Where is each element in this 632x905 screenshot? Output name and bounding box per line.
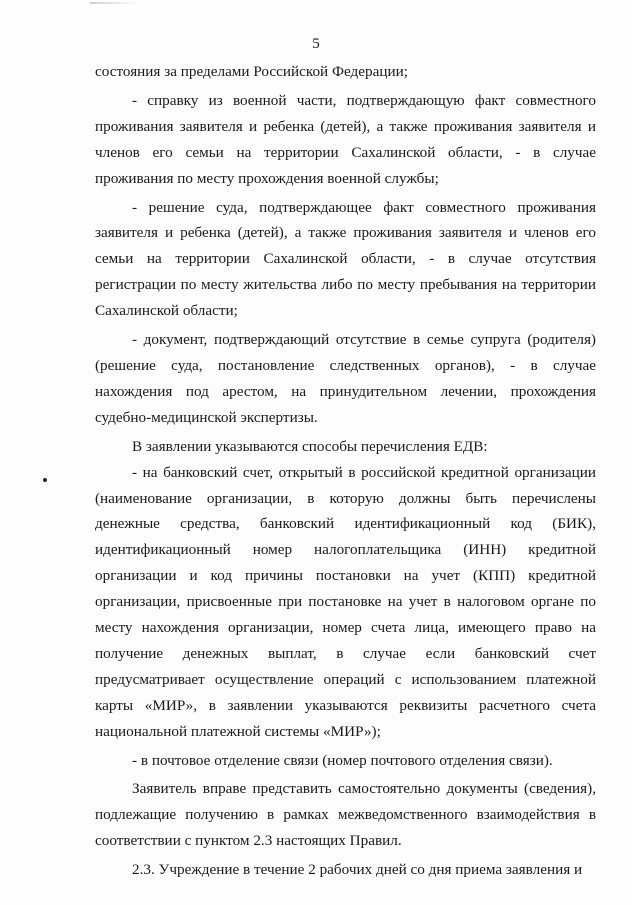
- scan-speck: [43, 478, 47, 482]
- paragraph: 2.3. Учреждение в течение 2 рабочих дней со дня приема заявления и: [132, 861, 583, 879]
- paragraph: - в почтовое отделение связи (номер почтового отделения связи).: [132, 751, 553, 769]
- paragraph: - документ, подтверждающий отсутствие в семье супруга (родителя) (решение суда, постановление следственных органов), - в случае нахождения под арестом, на принудительном лечении, прохождения судебно-медицинской экспертизы.: [95, 331, 596, 426]
- scan-artifact: [90, 2, 138, 4]
- document-body: [95, 59, 596, 883]
- paragraph: - справку из военной части, подтверждающую факт совместного проживания заявителя и ребенка (детей), а также проживания заявителя и членов его семьи на территории Сахалинской области, - в случае проживания по месту прохождения военной службы;: [95, 91, 596, 187]
- paragraph: Заявитель вправе представить самостоятельно документы (сведения), подлежащие получению в рамках межведомственного взаимодействия в соответствии с пунктом 2.3 настоящих Правил.: [95, 780, 596, 850]
- paragraph: - на банковский счет, открытый в российской кредитной организации (наименование организации, в которую должны быть перечислены денежные средства, банковский идентификационный код (БИК), идентификационный номер налогоплательщика (ИНН) кредитной организации и код причины постановки на учет (КПП) кредитной организации, присвоенные при постановке на учет в налоговом органе по месту нахождения организации, номер счета лица, имеющего право на получение денежных выплат, в случае если банковский счет предусматривает осуществление операций с использованием платежной карты «МИР», в заявлении указываются реквизиты расчетного счета национальной платежной системы «МИР»);: [95, 463, 596, 740]
- paragraph: - решение суда, подтверждающее факт совместного проживания заявителя и ребенка (детей), а также проживания заявителя и членов его семьи на территории Сахалинской области, - в случае отсутствия регистрации по месту жительства либо по месту пребывания на территории Сахалинской области;: [95, 198, 596, 320]
- paragraph: состояния за пределами Российской Федерации;: [95, 63, 408, 80]
- page-number: 5: [312, 36, 320, 52]
- paragraph: В заявлении указываются способы перечисления ЕДВ:: [132, 437, 488, 455]
